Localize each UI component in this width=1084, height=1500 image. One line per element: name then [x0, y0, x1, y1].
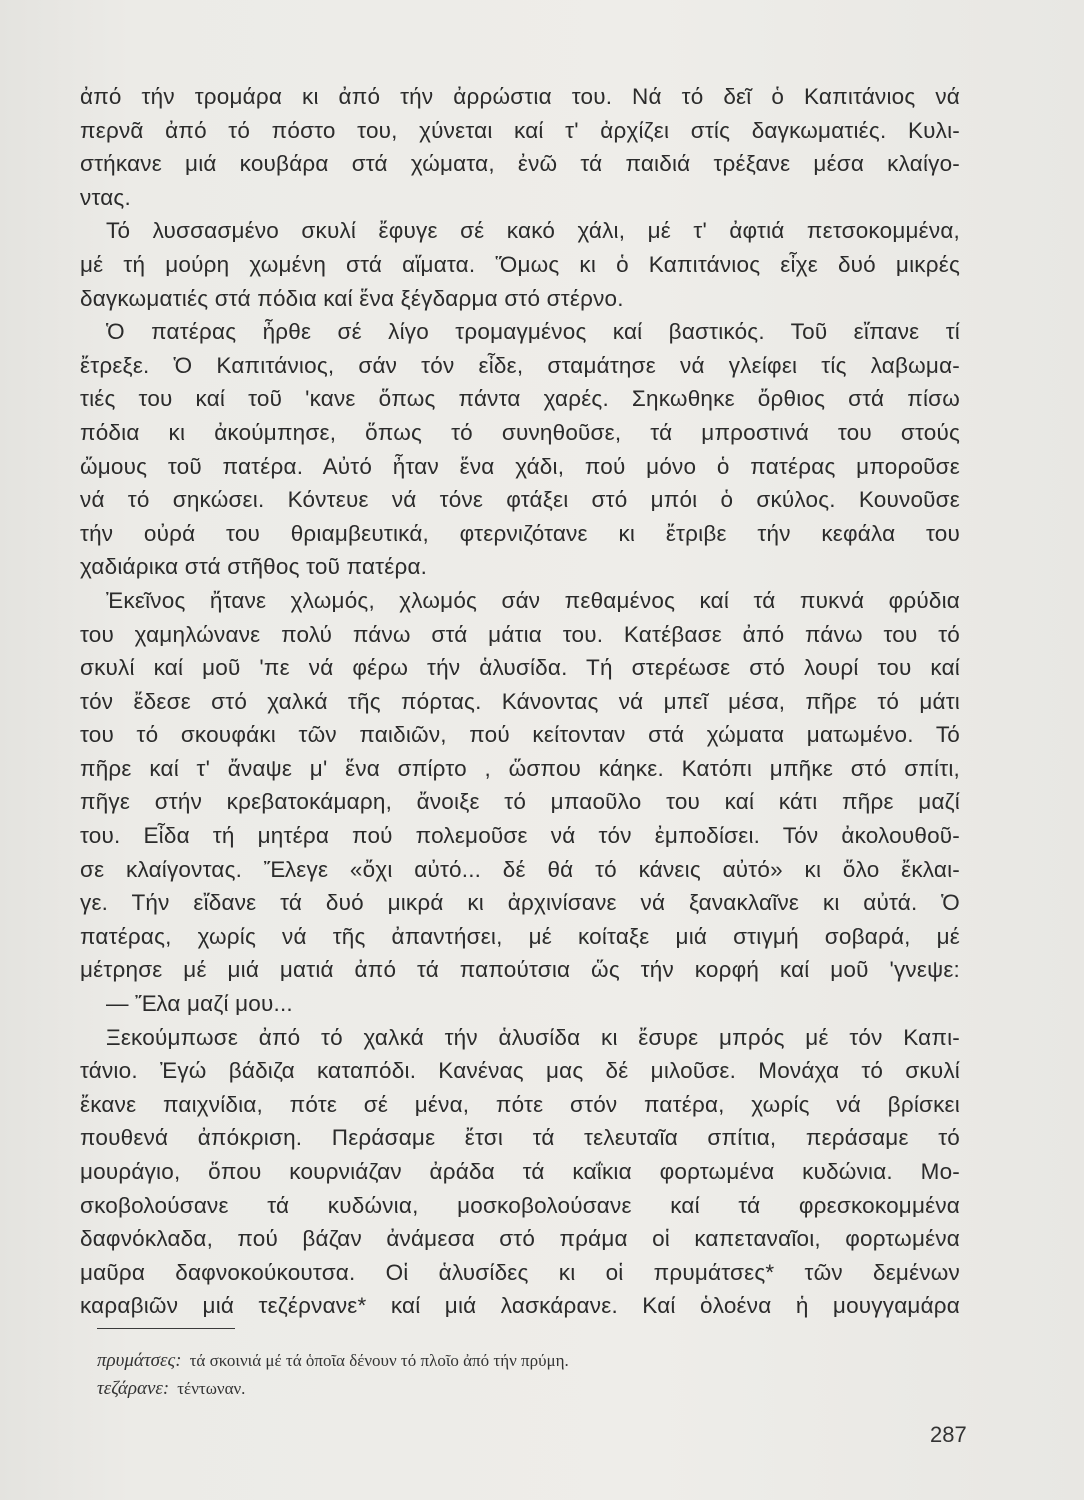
text-line: ἔτρεξε. Ὁ Καπιτάνιος, σάν τόν εἶδε, σταμάτησε νά γλείφει τίς λαβωμα-	[80, 352, 960, 378]
text-line: ἀπό τήν τρομάρα κι ἀπό τήν ἀρρώστια του. Νά τό δεῖ ὁ Καπιτάνιος νά	[80, 84, 960, 109]
text-line: Ξεκούμπωσε ἀπό τό χαλκά τήν ἁλυσίδα κι ἔσυρε μπρός μέ τόν Καπι-	[106, 1024, 960, 1050]
footnotes	[97, 1347, 957, 1403]
text-line: πῆρε καί τ' ἄναψε μ' ἕνα σπίρτο , ὥσπου κάηκε. Κατόπι μπῆκε στό σπίτι,	[80, 755, 960, 781]
dialogue-line: — Ἔλα μαζί μου...	[106, 991, 293, 1017]
text-line: τάνιο. Ἐγώ βάδιζα καταπόδι. Κανένας μας δέ μιλοῦσε. Μονάχα τό σκυλί	[80, 1058, 960, 1084]
text-line: νά τό σηκώσει. Κόντευε νά τόνε φτάξει στό μπόι ὁ σκύλος. Κουνοῦσε	[80, 487, 960, 513]
text-line: περνᾶ ἀπό τό πόστο του, χύνεται καί τ' ἀρχίζει στίς δαγκωματιές. Κυλι-	[80, 117, 960, 143]
footnote	[97, 1347, 957, 1375]
text-line: του χαμηλώνανε πολύ πάνω στά μάτια του. Κατέβασε ἀπό πάνω του τό	[80, 621, 960, 647]
footnote-definition: τέντωναν.	[177, 1379, 246, 1398]
text-line: ντας.	[80, 184, 131, 210]
text-line: Τό λυσσασμένο σκυλί ἔφυγε σέ κακό χάλι, μέ τ' ἀφτιά πετσοκομμένα,	[106, 218, 960, 244]
text-line: του. Εἶδα τή μητέρα πού πολεμοῦσε νά τόν ἐμποδίσει. Τόν ἀκολουθοῦ-	[80, 823, 960, 849]
text-line: καραβιῶν μιά τεζέρνανε* καί μιά λασκάρανε. Καί ὁλοένα ἡ μουγγαμάρα	[80, 1293, 960, 1319]
text-line: Ἐκεῖνος ἤτανε χλωμός, χλωμός σάν πεθαμένος καί τά πυκνά φρύδια	[106, 587, 960, 613]
text-line: πόδια κι ἀκούμπησε, ὅπως τό συνηθοῦσε, τά μπροστινά του στούς	[80, 419, 960, 445]
text-line: πουθενά ἀπόκριση. Περάσαμε ἔτσι τά τελευταῖα σπίτια, περάσαμε τό	[80, 1125, 960, 1151]
page-number: 287	[930, 1422, 967, 1447]
footnote-divider	[97, 1328, 235, 1329]
text-line: μέ τή μούρη χωμένη στά αἵματα. Ὅμως κι ὁ Καπιτάνιος εἶχε δυό μικρές	[80, 251, 960, 277]
text-line: σε κλαίγοντας. Ἔλεγε «ὄχι αὐτό... δέ θά τό κάνεις αὐτό» κι ὅλο ἔκλαι-	[80, 856, 960, 882]
text-line: χαδιάρικα στά στῆθος τοῦ πατέρα.	[80, 554, 428, 580]
text-line: σκοβολούσανε τά κυδώνια, μοσκοβολούσανε καί τά φρεσκοκομμένα	[80, 1192, 960, 1218]
text-line: μέτρησε μέ μιά ματιά ἀπό τά παπούτσια ὥς τήν κορφή καί μοῦ 'γνεψε:	[80, 957, 960, 983]
text-line: γε. Τήν εἴδανε τά δυό μικρά κι ἀρχινίσανε νά ξανακλαῖνε κι αὐτά. Ὁ	[80, 890, 960, 916]
text-line: δαγκωματιές στά πόδια καί ἕνα ξέγδαρμα στό στέρνο.	[80, 285, 624, 311]
text-line: τιές του καί τοῦ 'κανε ὅπως πάντα χαρές. Σηκωθηκε ὄρθιος στά πίσω	[80, 386, 960, 412]
text-line: μουράγιο, ὅπου κουρνιάζαν ἀράδα τά καΐκια φορτωμένα κυδώνια. Μο-	[80, 1159, 960, 1184]
text-line: δαφνόκλαδα, πού βάζαν ἀνάμεσα στό πράμα οἱ καπεταναῖοι, φορτωμένα	[80, 1226, 960, 1252]
footnote-term: πρυμάτσες:	[97, 1350, 182, 1371]
text-line: μαῦρα δαφνοκούκουτσα. Οἱ ἁλυσίδες κι οἱ πρυμάτσες* τῶν δεμένων	[80, 1259, 960, 1285]
footnote	[97, 1375, 957, 1403]
text-line: Ὁ πατέρας ἦρθε σέ λίγο τρομαγμένος καί βαστικός. Τοῦ εἴπανε τί	[106, 319, 960, 345]
footnote-term: τεζάρανε:	[97, 1378, 170, 1399]
text-line: σκυλί καί μοῦ 'πε νά φέρω τήν ἁλυσίδα. Τή στερέωσε στό λουρί του καί	[80, 655, 960, 681]
body-text	[80, 80, 960, 1323]
text-line: πῆγε στήν κρεβατοκάμαρη, ἄνοιξε τό μπαοῦλο του καί κάτι πῆρε μαζί	[80, 789, 960, 815]
text-line: του τό σκουφάκι τῶν παιδιῶν, πού κείτονταν στά χώματα ματωμένο. Τό	[80, 722, 960, 748]
text-line: ὤμους τοῦ πατέρα. Αὐτό ἦταν ἕνα χάδι, πού μόνο ὁ πατέρας μποροῦσε	[80, 453, 960, 479]
text-line: πατέρας, χωρίς νά τῆς ἀπαντήσει, μέ κοίταξε μιά στιγμή σοβαρά, μέ	[80, 923, 960, 949]
footnote-definition: τά σκοινιά μέ τά ὁποῖα δένουν τό πλοῖο ἀπό τήν πρύμη.	[189, 1351, 569, 1370]
text-line: τόν ἔδεσε στό χαλκά τῆς πόρτας. Κάνοντας νά μπεῖ μέσα, πῆρε τό μάτι	[80, 688, 960, 714]
text-line: ἔκανε παιχνίδια, πότε σέ μένα, πότε στόν πατέρα, χωρίς νά βρίσκει	[80, 1091, 960, 1117]
text-line: τήν οὐρά του θριαμβευτικά, φτερνιζότανε κι ἔτριβε τήν κεφάλα του	[80, 520, 960, 546]
text-line: στήκανε μιά κουβάρα στά χώματα, ἐνῶ τά παιδιά τρέξανε μέσα κλαίγο-	[80, 151, 960, 177]
